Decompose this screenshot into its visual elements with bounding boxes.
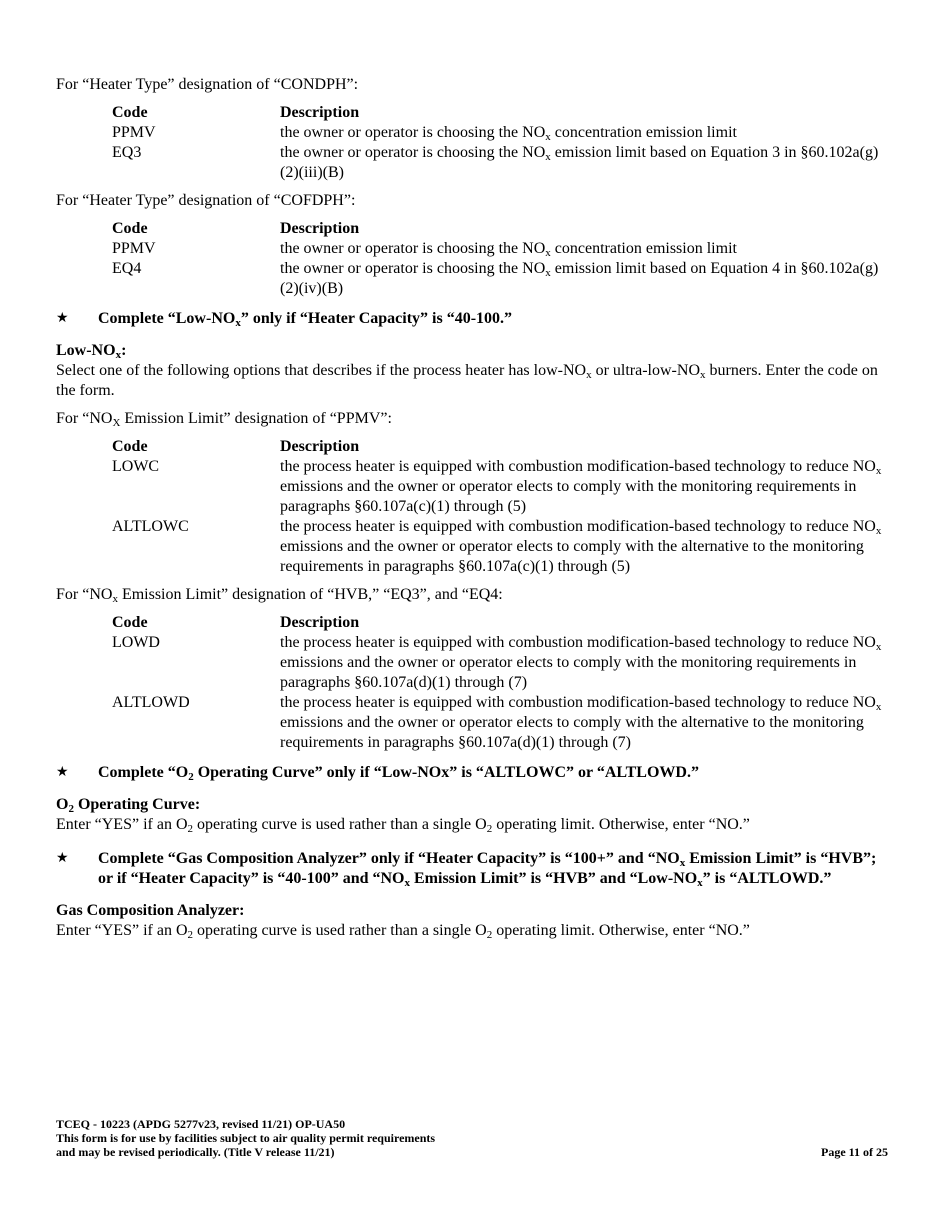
description-cell: the process heater is equipped with combustion modification-based technology to reduce $NO_x$ emissions and the owner or operator elects to comply with the alternative to the monitoring requirements in paragraphs §60.107a(d)(1) through (7) [280,694,882,751]
table-row [112,693,888,753]
description-cell: the process heater is equipped with combustion modification-based technology to reduce $NO_x$ emissions and the owner or operator elects to comply with the alternative to the monitoring requirements in paragraphs §60.107a(c)(1) through (5) [280,518,882,575]
table-row [112,123,888,143]
code-cell: PPMV [112,124,156,141]
description-cell: the process heater is equipped with combustion modification-based technology to reduce $NO_x$ emissions and the owner or operator elects to comply with the monitoring requirements in paragraphs §60.107a(c)(1) through (5) [280,458,882,515]
table-header-row [112,437,888,457]
o2-curve-section [56,795,888,835]
section-title: $O_2$ Operating Curve: [56,796,201,815]
table-row [112,239,888,259]
code-header: Code [112,104,148,121]
page-content [56,75,888,955]
star-icon: ★ [56,851,69,866]
table-row [112,457,888,517]
hvb-code-table [112,613,888,753]
table-header-row [112,219,888,239]
footer-note: This form is for use by facilities subject to air quality permit requirements [56,1131,436,1145]
instruction-gas-analyzer [56,849,888,889]
code-cell: ALTLOWD [112,694,190,711]
code-cell: PPMV [112,240,156,257]
code-cell: LOWD [112,634,160,651]
instruction-text: Complete “$Low-NO_x$” only if “Heater Capacity” is “40-100.” [98,310,513,329]
page-number: Page 11 of 25 [821,1145,888,1159]
description-header: Description [280,104,360,121]
table-row [112,259,888,299]
star-icon: ★ [56,765,69,780]
description-header: Description [280,614,360,631]
description-cell: the owner or operator is choosing the $NO_x$ concentration emission limit [280,124,737,143]
instruction-text: Complete “Gas Composition Analyzer” only if “Heater Capacity” is “100+” and “$NO_x$ Emission Limit” is “HVB”; or if “Heater Capacity” is “40-100” and “$NO_x$ Emission Limit” is “HVB” and “$Low-NO_x$” is “ALTLOWD.” [98,850,877,889]
code-cell: ALTLOWC [112,518,189,535]
section-body: Enter “YES” if an $O_2$ operating curve is used rather than a single $O_2$ operating limit. Otherwise, enter “NO.” [56,816,750,835]
table-row [112,143,888,183]
description-cell: the owner or operator is choosing the $NO_x$ emission limit based on Equation 4 in §60.102a(g)(2)(iv)(B) [280,260,879,297]
description-header: Description [280,220,360,237]
description-cell: the process heater is equipped with combustion modification-based technology to reduce $NO_x$ emissions and the owner or operator elects to comply with the monitoring requirements in paragraphs §60.107a(d)(1) through (7) [280,634,882,691]
table-row [112,517,888,577]
instruction-o2-curve [56,763,888,783]
table-header-row [112,613,888,633]
page-footer [56,1117,888,1159]
form-id: TCEQ - 10223 (APDG 5277v23, revised 11/21) OP-UA50 [56,1117,346,1131]
condph-intro: For “Heater Type” designation of “CONDPH”: [56,76,359,93]
ppmv-code-table [112,437,888,577]
cofdph-intro: For “Heater Type” designation of “COFDPH”: [56,192,356,209]
gas-analyzer-section [56,901,888,941]
section-title: Gas Composition Analyzer: [56,902,245,919]
star-icon: ★ [56,311,69,326]
code-header: Code [112,220,148,237]
cofdph-code-table [112,219,888,299]
section-body: Enter “YES” if an $O_2$ operating curve is used rather than a single $O_2$ operating limit. Otherwise, enter “NO.” [56,922,750,941]
condph-code-table [112,103,888,183]
description-cell: the owner or operator is choosing the $NO_x$ concentration emission limit [280,240,737,259]
instruction-low-nox [56,309,888,329]
code-header: Code [112,614,148,631]
code-cell: EQ4 [112,260,142,277]
section-body: Select one of the following options that describes if the process heater has low-$NO_x$ or ultra-$low-NO_x$ burners. Enter the code on the form. [56,362,878,399]
section-title: Low-$NO_x$: [56,342,127,361]
code-cell: LOWC [112,458,160,475]
table-header-row [112,103,888,123]
table-row [112,633,888,693]
description-cell: the owner or operator is choosing the $NO_x$ emission limit based on Equation 3 in §60.102a(g)(2)(iii)(B) [280,144,879,181]
low-nox-section [56,341,888,401]
code-header: Code [112,438,148,455]
footer-note: and may be revised periodically. (Title V release 11/21) [56,1145,335,1159]
description-header: Description [280,438,360,455]
instruction-text: Complete “$O_2$ Operating Curve” only if “Low-NOx” is “ALTLOWC” or “ALTLOWD.” [98,764,699,783]
ppmv-intro: For “$NO_X$ Emission Limit” designation of “PPMV”: [56,410,392,429]
hvb-intro: For “$NO_x$ Emission Limit” designation of “HVB,” “EQ3”, and “EQ4: [56,586,503,605]
code-cell: EQ3 [112,144,142,161]
